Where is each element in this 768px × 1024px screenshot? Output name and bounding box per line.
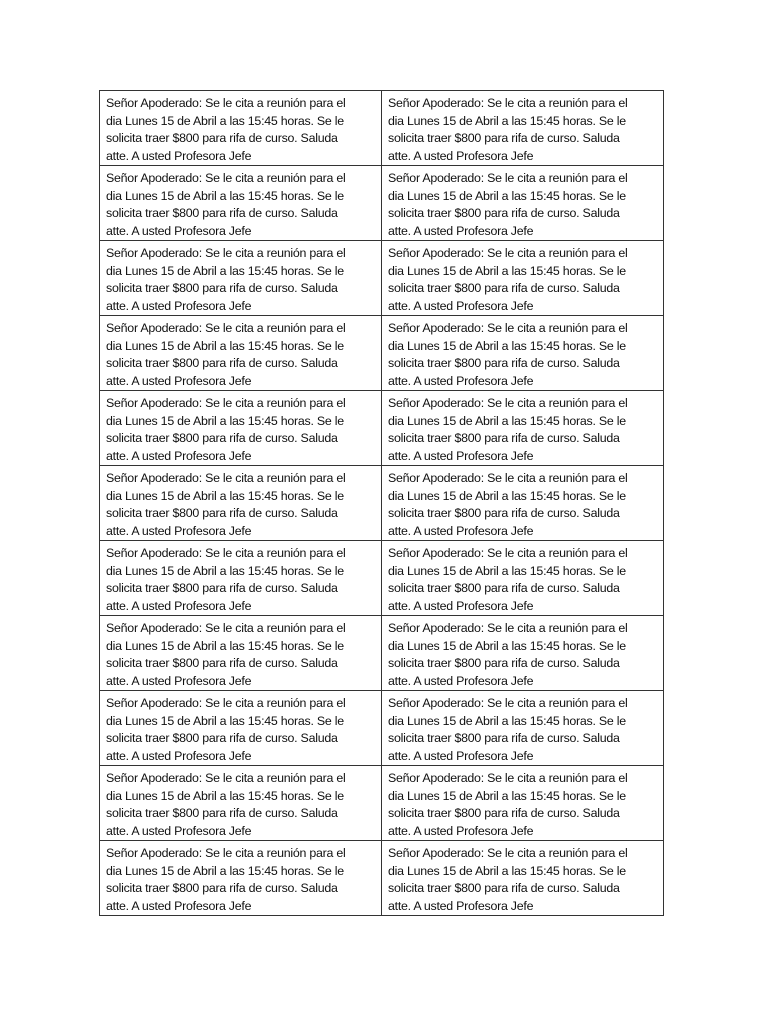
notice-cell <box>382 241 664 316</box>
notice-text-line: solicita traer $800 para rifa de curso. Saluda <box>388 356 620 370</box>
notice-text-line: atte. A usted Profesora Jefe <box>388 373 534 388</box>
notice-text-line: dia Lunes 15 de Abril a las 15:45 horas. Se le <box>388 863 626 878</box>
notice-text-line: dia Lunes 15 de Abril a las 15:45 horas. Se le <box>388 113 626 128</box>
notice-text-line: dia Lunes 15 de Abril a las 15:45 horas. Se le <box>106 638 344 653</box>
notice-text-line: Señor Apoderado: Se le cita a reunión para el <box>106 321 346 335</box>
notice-text-line: atte. A usted Profesora Jefe <box>106 448 252 463</box>
notice-cell <box>100 241 382 316</box>
notice-text-line: dia Lunes 15 de Abril a las 15:45 horas. Se le <box>106 563 344 578</box>
notice-text-line: solicita traer $800 para rifa de curso. Saluda <box>388 281 620 295</box>
notice-text-line: dia Lunes 15 de Abril a las 15:45 horas. Se le <box>388 713 626 728</box>
notice-text-line: solicita traer $800 para rifa de curso. Saluda <box>388 731 620 745</box>
notice-text-line: solicita traer $800 para rifa de curso. Saluda <box>388 656 620 670</box>
notice-text-line: atte. A usted Profesora Jefe <box>106 223 252 238</box>
notice-text-line: dia Lunes 15 de Abril a las 15:45 horas. Se le <box>388 263 626 278</box>
notice-text-line: solicita traer $800 para rifa de curso. Saluda <box>106 581 338 595</box>
meeting-notice-table <box>99 90 664 916</box>
notice-cell <box>100 541 382 616</box>
notice-text-line: atte. A usted Profesora Jefe <box>388 298 534 313</box>
notice-text-line: Señor Apoderado: Se le cita a reunión para el <box>106 471 346 485</box>
notice-row <box>100 391 664 466</box>
notice-cell <box>382 466 664 541</box>
notice-text-line: atte. A usted Profesora Jefe <box>388 673 534 688</box>
notice-row <box>100 766 664 841</box>
notice-text-line: dia Lunes 15 de Abril a las 15:45 horas. Se le <box>388 488 626 503</box>
notice-text-line: dia Lunes 15 de Abril a las 15:45 horas. Se le <box>388 563 626 578</box>
notice-text-line: atte. A usted Profesora Jefe <box>106 373 252 388</box>
notice-cell <box>100 841 382 916</box>
notice-text-line: Señor Apoderado: Se le cita a reunión para el <box>388 96 628 110</box>
notice-cell <box>100 166 382 241</box>
notice-text-line: solicita traer $800 para rifa de curso. Saluda <box>106 656 338 670</box>
notice-text-line: atte. A usted Profesora Jefe <box>388 223 534 238</box>
notice-text-line: atte. A usted Profesora Jefe <box>388 448 534 463</box>
notice-text-line: atte. A usted Profesora Jefe <box>388 148 534 163</box>
notice-text-line: solicita traer $800 para rifa de curso. Saluda <box>388 806 620 820</box>
notice-text-line: Señor Apoderado: Se le cita a reunión para el <box>106 846 346 860</box>
notice-text-line: atte. A usted Profesora Jefe <box>106 673 252 688</box>
notice-cell <box>100 316 382 391</box>
notice-text-line: Señor Apoderado: Se le cita a reunión para el <box>106 621 346 635</box>
notice-text-line: Señor Apoderado: Se le cita a reunión para el <box>388 396 628 410</box>
notice-cell <box>100 466 382 541</box>
notice-text-line: atte. A usted Profesora Jefe <box>106 598 252 613</box>
notice-row <box>100 541 664 616</box>
notice-cell <box>382 91 664 166</box>
notice-text-line: dia Lunes 15 de Abril a las 15:45 horas. Se le <box>106 788 344 803</box>
notice-cell <box>100 91 382 166</box>
notice-cell <box>382 391 664 466</box>
notice-text-line: dia Lunes 15 de Abril a las 15:45 horas. Se le <box>388 788 626 803</box>
notice-cell <box>382 616 664 691</box>
notice-row <box>100 166 664 241</box>
notice-text-line: atte. A usted Profesora Jefe <box>106 898 252 913</box>
notice-cell <box>382 766 664 841</box>
notice-text-line: atte. A usted Profesora Jefe <box>388 598 534 613</box>
notice-text-line: Señor Apoderado: Se le cita a reunión para el <box>106 246 346 260</box>
notice-text-line: Señor Apoderado: Se le cita a reunión para el <box>106 171 346 185</box>
notice-text-line: atte. A usted Profesora Jefe <box>106 823 252 838</box>
notice-text-line: Señor Apoderado: Se le cita a reunión para el <box>388 546 628 560</box>
notice-text-line: dia Lunes 15 de Abril a las 15:45 horas. Se le <box>106 863 344 878</box>
notice-row <box>100 691 664 766</box>
notice-row <box>100 466 664 541</box>
notice-text-line: Señor Apoderado: Se le cita a reunión para el <box>106 546 346 560</box>
notice-cell <box>382 841 664 916</box>
notice-text-line: dia Lunes 15 de Abril a las 15:45 horas. Se le <box>388 338 626 353</box>
notice-text-line: solicita traer $800 para rifa de curso. Saluda <box>388 431 620 445</box>
notice-cell <box>100 391 382 466</box>
notice-text-line: atte. A usted Profesora Jefe <box>388 898 534 913</box>
notice-cell <box>382 166 664 241</box>
notice-cell <box>382 691 664 766</box>
notice-text-line: solicita traer $800 para rifa de curso. Saluda <box>388 881 620 895</box>
notice-text-line: Señor Apoderado: Se le cita a reunión para el <box>106 771 346 785</box>
notice-text-line: solicita traer $800 para rifa de curso. Saluda <box>106 206 338 220</box>
notice-text-line: Señor Apoderado: Se le cita a reunión para el <box>388 321 628 335</box>
notice-text-line: solicita traer $800 para rifa de curso. Saluda <box>388 206 620 220</box>
notice-text-line: solicita traer $800 para rifa de curso. Saluda <box>106 506 338 520</box>
notice-text-line: dia Lunes 15 de Abril a las 15:45 horas. Se le <box>388 188 626 203</box>
notice-cell <box>382 541 664 616</box>
notice-text-line: Señor Apoderado: Se le cita a reunión para el <box>388 171 628 185</box>
notice-row <box>100 241 664 316</box>
notice-text-line: solicita traer $800 para rifa de curso. Saluda <box>388 506 620 520</box>
notice-text-line: atte. A usted Profesora Jefe <box>388 823 534 838</box>
notice-row <box>100 91 664 166</box>
notice-text-line: dia Lunes 15 de Abril a las 15:45 horas. Se le <box>106 413 344 428</box>
notice-text-line: solicita traer $800 para rifa de curso. Saluda <box>106 131 338 145</box>
notice-text-line: dia Lunes 15 de Abril a las 15:45 horas. Se le <box>106 488 344 503</box>
notice-text-line: Señor Apoderado: Se le cita a reunión para el <box>388 771 628 785</box>
notice-text-line: Señor Apoderado: Se le cita a reunión para el <box>388 696 628 710</box>
notice-text-line: dia Lunes 15 de Abril a las 15:45 horas. Se le <box>106 113 344 128</box>
notice-text-line: atte. A usted Profesora Jefe <box>106 148 252 163</box>
notice-cell <box>382 316 664 391</box>
notice-text-line: solicita traer $800 para rifa de curso. Saluda <box>106 431 338 445</box>
notice-cell <box>100 691 382 766</box>
notice-cell <box>100 766 382 841</box>
notice-text-line: solicita traer $800 para rifa de curso. Saluda <box>106 356 338 370</box>
notice-text-line: dia Lunes 15 de Abril a las 15:45 horas. Se le <box>106 263 344 278</box>
notice-text-line: dia Lunes 15 de Abril a las 15:45 horas. Se le <box>106 188 344 203</box>
notice-text-line: dia Lunes 15 de Abril a las 15:45 horas. Se le <box>106 338 344 353</box>
notice-row <box>100 841 664 916</box>
notice-cell <box>100 616 382 691</box>
notice-text-line: atte. A usted Profesora Jefe <box>106 523 252 538</box>
notice-text-line: Señor Apoderado: Se le cita a reunión para el <box>388 621 628 635</box>
notice-text-line: dia Lunes 15 de Abril a las 15:45 horas. Se le <box>388 413 626 428</box>
notice-text-line: solicita traer $800 para rifa de curso. Saluda <box>106 281 338 295</box>
notice-text-line: solicita traer $800 para rifa de curso. Saluda <box>388 581 620 595</box>
notice-text-line: solicita traer $800 para rifa de curso. Saluda <box>106 731 338 745</box>
notice-text-line: Señor Apoderado: Se le cita a reunión para el <box>106 96 346 110</box>
notice-row <box>100 616 664 691</box>
notice-text-line: solicita traer $800 para rifa de curso. Saluda <box>106 806 338 820</box>
notice-text-line: dia Lunes 15 de Abril a las 15:45 horas. Se le <box>388 638 626 653</box>
notice-text-line: solicita traer $800 para rifa de curso. Saluda <box>106 881 338 895</box>
notice-text-line: atte. A usted Profesora Jefe <box>106 298 252 313</box>
notice-text-line: atte. A usted Profesora Jefe <box>388 748 534 763</box>
notice-text-line: atte. A usted Profesora Jefe <box>388 523 534 538</box>
notice-text-line: Señor Apoderado: Se le cita a reunión para el <box>106 396 346 410</box>
notice-text-line: Señor Apoderado: Se le cita a reunión para el <box>388 246 628 260</box>
notice-text-line: atte. A usted Profesora Jefe <box>106 748 252 763</box>
notice-row <box>100 316 664 391</box>
notice-text-line: Señor Apoderado: Se le cita a reunión para el <box>388 846 628 860</box>
meeting-notice-table-body <box>100 91 664 916</box>
notice-text-line: Señor Apoderado: Se le cita a reunión para el <box>106 696 346 710</box>
notice-text-line: solicita traer $800 para rifa de curso. Saluda <box>388 131 620 145</box>
notice-text-line: Señor Apoderado: Se le cita a reunión para el <box>388 471 628 485</box>
notice-text-line: dia Lunes 15 de Abril a las 15:45 horas. Se le <box>106 713 344 728</box>
